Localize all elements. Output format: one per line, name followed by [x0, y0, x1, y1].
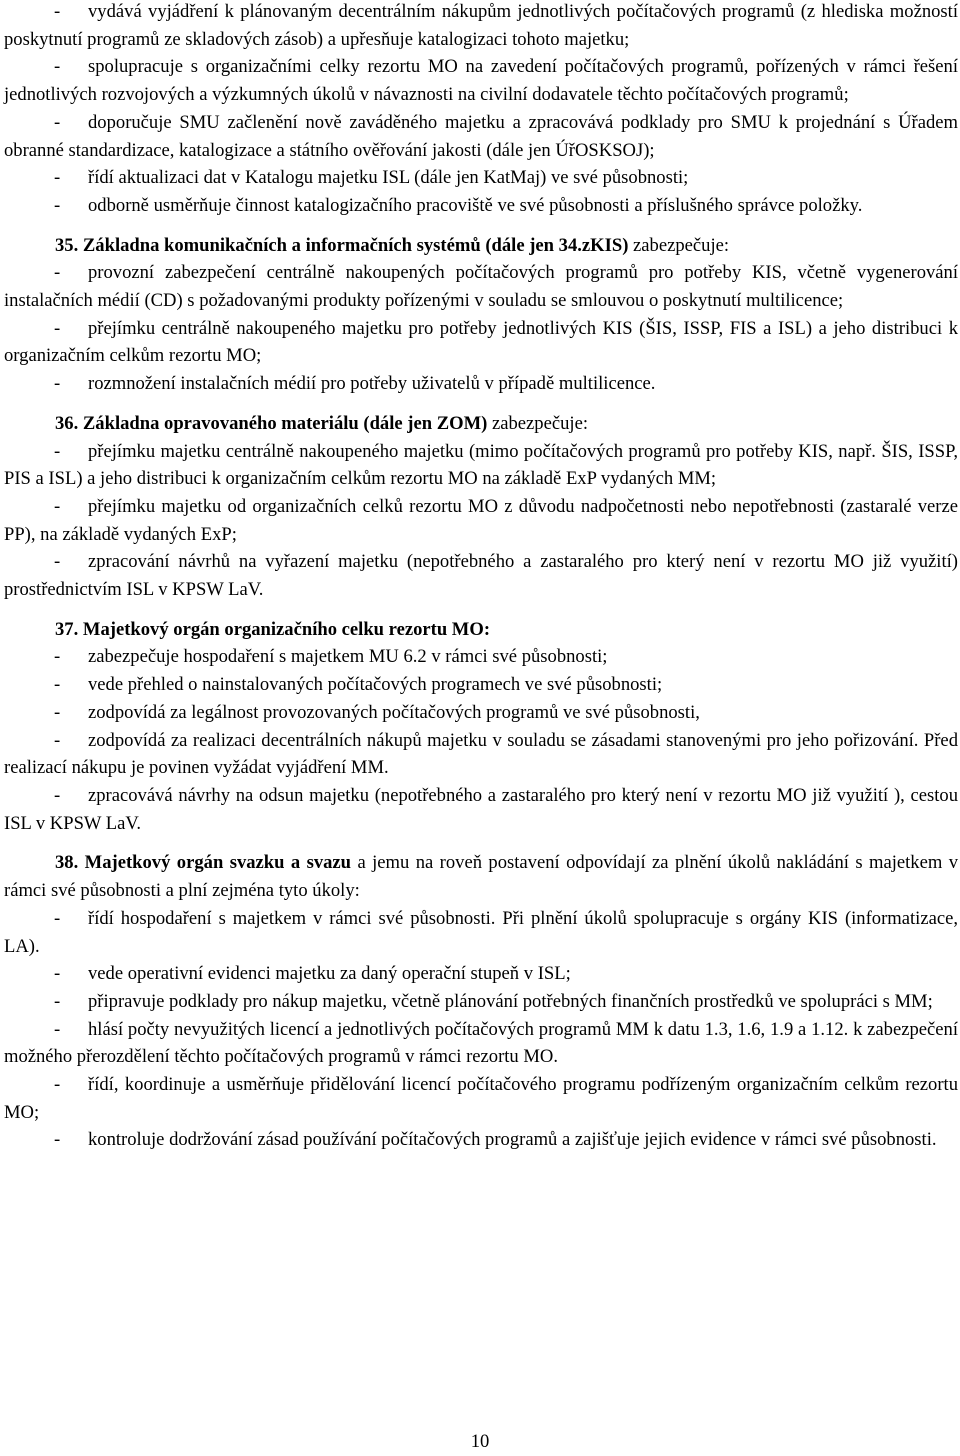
- section-heading: 35. Základna komunikačních a informačních systémů (dále jen 34.zKIS) zabezpečuje:: [55, 234, 730, 256]
- intro-list: [4, 0, 958, 220]
- section-36: [4, 410, 958, 604]
- section-heading: 38. Majetkový orgán svazku a svazu a jemu na roveň postavení odpovídají za plnění úkolů nakládání s majetkem v rámci své působnosti a plní zejména tyto úkoly:: [4, 852, 959, 902]
- list-item: - zpracování návrhů na vyřazení majetku (nepotřebného a zastaralého pro který není v rezortu MO již využití) prostřednictvím ISL v KPSW LaV.: [4, 551, 958, 601]
- section-title: Základna komunikačních a informačních systémů (dále jen 34.zKIS): [82, 234, 629, 256]
- section-heading: [4, 616, 958, 644]
- section-title: Majetkový orgán svazku a svazu: [84, 852, 352, 874]
- section-number: 35.: [55, 234, 79, 256]
- list-item: - kontroluje dodržování zásad používání počítačových programů a zajišťuje jejich evidence v rámci své působnosti.: [54, 1129, 937, 1151]
- section-title: Majetkový orgán organizačního celku rezortu MO:: [82, 618, 491, 640]
- section-35: [4, 232, 958, 398]
- list-item: - zodpovídá za realizaci decentrálních nákupů majetku v souladu se zásadami stanovenými pro jeho pořizování. Před realizací nákupu je povinen vyžádat vyjádření MM.: [4, 729, 958, 779]
- list-item: - provozní zabezpečení centrálně nakoupených počítačových programů pro potřeby KIS, včetně vygenerování instalačních médií (CD) s požadovanými produkty pořízenými v souladu se smlouvou o poskytnutí multilicence;: [4, 262, 958, 312]
- section-number: 38.: [55, 852, 79, 874]
- list-item: - spolupracuje s organizačními celky rezortu MO na zavedení počítačových programů, pořízených v rámci řešení jednotlivých rozvojových a výzkumných úkolů v návaznosti na civilní dodavatele těchto počítačových programů;: [4, 53, 958, 108]
- list-item: - řídí aktualizaci dat v Katalogu majetku ISL (dále jen KatMaj) ve své působnosti;: [4, 164, 958, 192]
- list-item: - přejímku majetku od organizačních celků rezortu MO z důvodu nadpočetnosti nebo nepotřebnosti (zastaralé verze PP), na základě vydaných ExP;: [4, 495, 958, 545]
- section-number: 37.: [55, 618, 79, 640]
- document-body: [4, 0, 958, 1154]
- list-item: - připravuje podklady pro nákup majetku, včetně plánování potřebných finančních prostředků ve spolupráci s MM;: [54, 990, 933, 1012]
- dash: -: [54, 167, 61, 189]
- list-item: - rozmnožení instalačních médií pro potřeby uživatelů v případě multilicence.: [54, 373, 656, 395]
- list-item: - zabezpečuje hospodaření s majetkem MU 6.2 v rámci své působnosti;: [54, 646, 608, 668]
- list-item: - přejímku majetku centrálně nakoupeného majetku (mimo počítačových programů pro potřeby KIS, např. ŠIS, ISSP, PIS a ISL) a jeho distribuci k organizačním celkům rezortu MO na základě ExP vydaných MM;: [4, 440, 958, 490]
- list-item: - vydává vyjádření k plánovaným decentrálním nákupům jednotlivých počítačových programů (z hlediska možností poskytnutí programů ze skladových zásob) a upřesňuje katalogizaci tohoto majetku;: [4, 0, 958, 53]
- dash: -: [54, 194, 61, 216]
- list-item: - přejímku centrálně nakoupeného majetku pro potřeby jednotlivých KIS (ŠIS, ISSP, FIS a ISL) a jeho distribuci k organizačním celkům rezortu MO;: [4, 317, 958, 367]
- section-title: Základna opravovaného materiálu (dále jen ZOM): [82, 412, 488, 434]
- page-number: 10: [470, 1431, 490, 1452]
- section-heading: 36. Základna opravovaného materiálu (dále jen ZOM) zabezpečuje:: [55, 412, 588, 434]
- list-item: - odborně usměrňuje činnost katalogizačního pracoviště ve své působnosti a příslušného správce položky.: [4, 192, 958, 220]
- list-item: - zodpovídá za legálnost provozovaných počítačových programů ve své působnosti,: [54, 701, 700, 723]
- list-item: - vede přehled o nainstalovaných počítačových programech ve své působnosti;: [54, 674, 663, 696]
- dash: -: [54, 1, 61, 22]
- list-item: - řídí hospodaření s majetkem v rámci své působnosti. Při plnění úkolů spolupracuje s orgány KIS (informatizace, LA).: [4, 907, 958, 957]
- dash: -: [54, 56, 61, 78]
- list-item: - hlásí počty nevyužitých licencí a jednotlivých počítačových programů MM k datu 1.3, 1.6, 1.9 a 1.12. k zabezpečení možného přerozdělení těchto počítačových programů v rámci rezortu MO.: [4, 1018, 958, 1068]
- section-38: [4, 849, 958, 1154]
- section-number: 36.: [55, 412, 79, 434]
- dash: -: [54, 111, 61, 133]
- section-37: [4, 616, 958, 838]
- list-item: - zpracovává návrhy na odsun majetku (nepotřebného a zastaralého pro který není v rezortu MO již využití ), cestou ISL v KPSW LaV.: [4, 784, 958, 834]
- list-item: - vede operativní evidenci majetku za daný operační stupeň v ISL;: [54, 963, 571, 985]
- list-item: - řídí, koordinuje a usměrňuje přidělování licencí počítačového programu podřízeným organizačním celkům rezortu MO;: [4, 1074, 958, 1123]
- list-item: - doporučuje SMU začlenění nově zaváděného majetku a zpracovává podklady pro SMU k projednání s Úřadem obranné standardizace, katalogizace a státního ověřování jakosti (dále jen ÚřOSKSOJ);: [4, 109, 958, 164]
